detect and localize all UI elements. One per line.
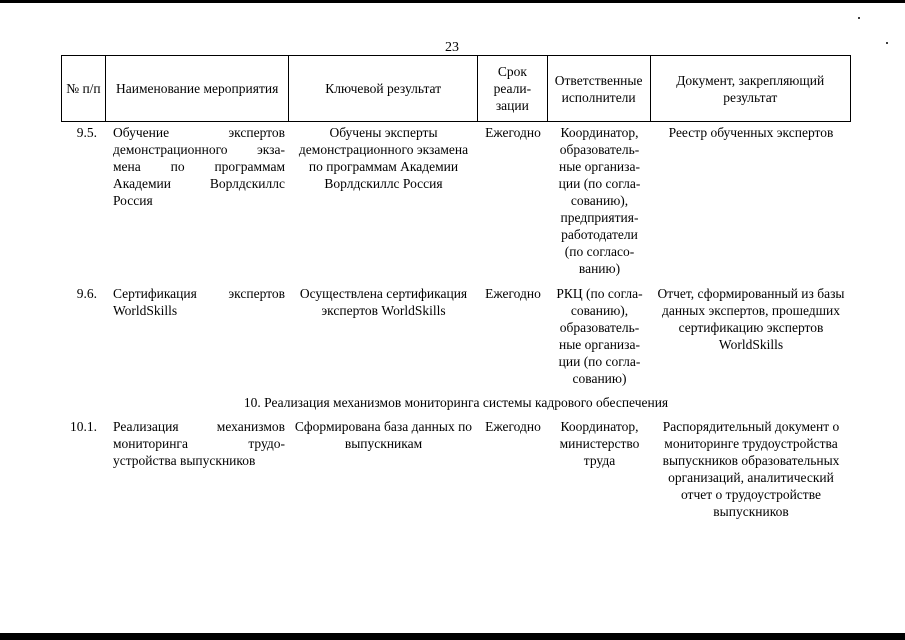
row-term: Ежегодно (485, 125, 541, 140)
row-responsible: Координатор, образователь-ные организа-ции (по согла-сованию), предприятия-работодатели (по согласо-ванию) (558, 125, 641, 276)
row-document: Распорядительный документ о мониторинге трудоустройства выпускников образовательных организаций, аналитический отчет о трудоустройстве выпускников (662, 419, 840, 519)
row-result: Обучены эксперты демонстрационного экзамена по программам Академии Ворлдскиллс Россия (298, 125, 469, 191)
table-header (61, 55, 851, 122)
row-document: Отчет, сформированный из базы данных экспертов, прошедших сертификацию экспертов WorldSkills (657, 286, 845, 352)
row-name: Сертификация экспертов WorldSkills (113, 286, 285, 318)
header-document: Документ, закрепляющий результат (676, 72, 825, 105)
row-result: Осуществлена сертификация экспертов WorldSkills (299, 286, 468, 318)
row-name: Обучение экспертов демонстрационного экза-мена по программам Академии Ворлдскиллс Россия (113, 125, 285, 208)
header-name: Наименование мероприятия (106, 56, 290, 121)
scan-bottom-border (0, 633, 905, 640)
header-term: Срок реали-зации (478, 56, 548, 121)
scan-speck (886, 42, 888, 44)
table-row (61, 285, 851, 387)
row-responsible: Координатор, министерство труда (559, 419, 640, 468)
row-num: 10.1. (70, 419, 97, 434)
row-name: Реализация механизмов мониторинга трудо-устройства выпускников (113, 419, 285, 468)
scan-top-border (0, 0, 905, 3)
page-number: 23 (445, 40, 459, 55)
row-result: Сформирована база данных по выпускникам (294, 419, 473, 451)
row-term: Ежегодно (485, 286, 541, 301)
scan-speck (858, 17, 860, 19)
row-num: 9.5. (76, 125, 97, 140)
header-result: Ключевой результат (289, 56, 478, 121)
row-document: Реестр обученных экспертов (668, 125, 834, 140)
section-heading: 10. Реализация механизмов мониторинга системы кадрового обеспечения (243, 395, 669, 410)
table-row (61, 418, 851, 520)
row-term: Ежегодно (485, 419, 541, 434)
row-num: 9.6. (76, 286, 97, 301)
row-responsible: РКЦ (по согла-сованию), образователь-ные организа-ции (по согла-сованию) (556, 286, 643, 386)
header-num: № п/п (62, 56, 106, 121)
table-row (61, 124, 851, 277)
header-responsible: Ответственные исполнители (548, 56, 651, 121)
